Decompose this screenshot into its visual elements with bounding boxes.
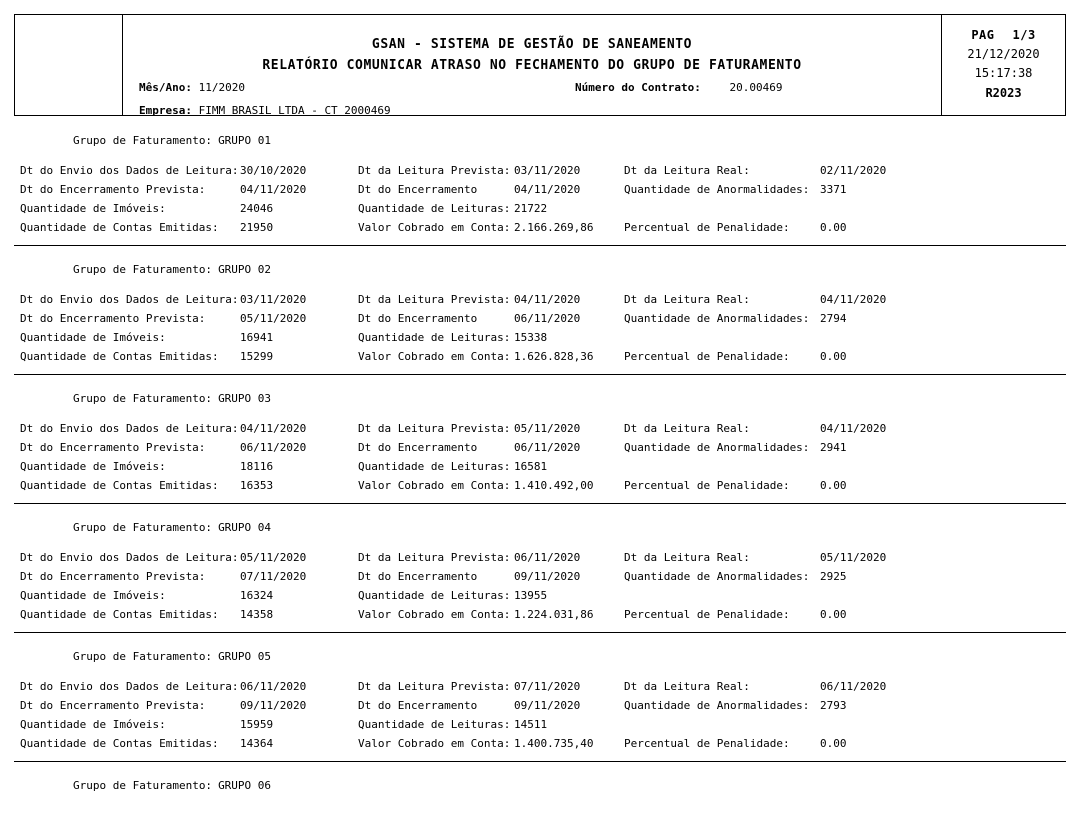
qtd-leituras-label: Quantidade de Leituras: [358, 460, 511, 473]
qtd-leituras-value: 21722 [514, 202, 548, 215]
qtd-anormalidades-label: Quantidade de Anormalidades: [624, 699, 810, 712]
group-row [14, 422, 1066, 441]
encerramento-value: 09/11/2020 [514, 570, 581, 583]
qtd-anormalidades-value: 2925 [820, 570, 847, 583]
group-row [14, 221, 1066, 240]
header-meta [941, 15, 1065, 115]
leitura-prevista-value: 04/11/2020 [514, 293, 581, 306]
percentual-penalidade-label: Percentual de Penalidade: [624, 608, 790, 621]
group-row [14, 479, 1066, 498]
page-indicator [942, 28, 1065, 42]
group-row [14, 699, 1066, 718]
percentual-penalidade-value: 0.00 [820, 737, 847, 750]
envio-dados-leitura-value: 04/11/2020 [240, 422, 307, 435]
percentual-penalidade-label: Percentual de Penalidade: [624, 479, 790, 492]
group-title [14, 637, 1066, 676]
group-title [14, 508, 1066, 547]
group-row [14, 202, 1066, 221]
leitura-real-value: 06/11/2020 [820, 680, 887, 693]
page-number: 1/3 [1012, 28, 1036, 42]
group-block [14, 632, 1066, 761]
valor-cobrado-value: 1.224.031,86 [514, 608, 594, 621]
qtd-imoveis-label: Quantidade de Imóveis: [20, 718, 166, 731]
qtd-leituras-label: Quantidade de Leituras: [358, 202, 511, 215]
page-label: PAG [971, 28, 995, 42]
percentual-penalidade-label: Percentual de Penalidade: [624, 737, 790, 750]
qtd-anormalidades-value: 2941 [820, 441, 847, 454]
valor-cobrado-label: Valor Cobrado em Conta: [358, 221, 511, 234]
encerramento-label: Dt do Encerramento [358, 441, 478, 454]
leitura-prevista-label: Dt da Leitura Prevista: [358, 680, 511, 693]
report-code: R2023 [985, 86, 1022, 100]
leitura-prevista-value: 06/11/2020 [514, 551, 581, 564]
qtd-contas-emitidas-value: 21950 [240, 221, 274, 234]
percentual-penalidade-value: 0.00 [820, 608, 847, 621]
leitura-real-label: Dt da Leitura Real: [624, 164, 750, 177]
qtd-contas-emitidas-label: Quantidade de Contas Emitidas: [20, 608, 219, 621]
group-block [14, 245, 1066, 374]
leitura-prevista-label: Dt da Leitura Prevista: [358, 164, 511, 177]
report-header [14, 14, 1066, 116]
qtd-imoveis-value: 16941 [240, 331, 274, 344]
group-label: Grupo de Faturamento: [72, 650, 213, 663]
leitura-real-value: 04/11/2020 [820, 293, 887, 306]
qtd-contas-emitidas-label: Quantidade de Contas Emitidas: [20, 350, 219, 363]
empresa-field [139, 104, 391, 117]
group-label: Grupo de Faturamento: [72, 779, 213, 792]
percentual-penalidade-value: 0.00 [820, 350, 847, 363]
qtd-contas-emitidas-value: 16353 [240, 479, 274, 492]
leitura-prevista-value: 05/11/2020 [514, 422, 581, 435]
encerramento-prevista-label: Dt do Encerramento Prevista: [20, 570, 206, 583]
qtd-contas-emitidas-label: Quantidade de Contas Emitidas: [20, 737, 219, 750]
qtd-leituras-label: Quantidade de Leituras: [358, 718, 511, 731]
contrato-label: Número do Contrato: [575, 81, 701, 94]
valor-cobrado-value: 1.626.828,36 [514, 350, 594, 363]
empresa-label: Empresa: [139, 104, 192, 117]
percentual-penalidade-value: 0.00 [820, 221, 847, 234]
envio-dados-leitura-label: Dt do Envio dos Dados de Leitura: [20, 680, 239, 693]
group-name: GRUPO 05 [218, 650, 272, 663]
qtd-imoveis-value: 24046 [240, 202, 274, 215]
qtd-imoveis-label: Quantidade de Imóveis: [20, 331, 166, 344]
encerramento-prevista-value: 06/11/2020 [240, 441, 307, 454]
qtd-imoveis-label: Quantidade de Imóveis: [20, 589, 166, 602]
qtd-contas-emitidas-label: Quantidade de Contas Emitidas: [20, 221, 219, 234]
percentual-penalidade-value: 0.00 [820, 479, 847, 492]
group-row [14, 718, 1066, 737]
group-title [14, 379, 1066, 418]
encerramento-value: 09/11/2020 [514, 699, 581, 712]
group-title [14, 250, 1066, 289]
leitura-real-label: Dt da Leitura Real: [624, 551, 750, 564]
group-row [14, 312, 1066, 331]
qtd-anormalidades-label: Quantidade de Anormalidades: [624, 441, 810, 454]
encerramento-label: Dt do Encerramento [358, 183, 478, 196]
encerramento-value: 06/11/2020 [514, 312, 581, 325]
envio-dados-leitura-value: 06/11/2020 [240, 680, 307, 693]
encerramento-prevista-label: Dt do Encerramento Prevista: [20, 183, 206, 196]
group-block [14, 117, 1066, 245]
group-title [14, 766, 1066, 805]
mes-ano-value: 11/2020 [198, 81, 245, 94]
qtd-anormalidades-label: Quantidade de Anormalidades: [624, 312, 810, 325]
leitura-real-label: Dt da Leitura Real: [624, 680, 750, 693]
qtd-imoveis-value: 18116 [240, 460, 274, 473]
qtd-leituras-value: 15338 [514, 331, 548, 344]
report-time: 15:17:38 [974, 66, 1033, 80]
group-label: Grupo de Faturamento: [72, 263, 213, 276]
encerramento-label: Dt do Encerramento [358, 312, 478, 325]
encerramento-prevista-label: Dt do Encerramento Prevista: [20, 699, 206, 712]
group-block [14, 503, 1066, 632]
qtd-imoveis-label: Quantidade de Imóveis: [20, 202, 166, 215]
valor-cobrado-label: Valor Cobrado em Conta: [358, 479, 511, 492]
group-row [14, 350, 1066, 369]
group-row [14, 441, 1066, 460]
qtd-leituras-value: 14511 [514, 718, 548, 731]
encerramento-prevista-label: Dt do Encerramento Prevista: [20, 441, 206, 454]
mes-ano-field [139, 81, 245, 94]
encerramento-prevista-value: 05/11/2020 [240, 312, 307, 325]
encerramento-prevista-value: 07/11/2020 [240, 570, 307, 583]
envio-dados-leitura-label: Dt do Envio dos Dados de Leitura: [20, 551, 239, 564]
encerramento-value: 04/11/2020 [514, 183, 581, 196]
valor-cobrado-value: 1.410.492,00 [514, 479, 594, 492]
group-row [14, 589, 1066, 608]
qtd-leituras-value: 13955 [514, 589, 548, 602]
group-row [14, 460, 1066, 479]
qtd-imoveis-label: Quantidade de Imóveis: [20, 460, 166, 473]
encerramento-prevista-label: Dt do Encerramento Prevista: [20, 312, 206, 325]
header-logo-area [15, 15, 123, 115]
leitura-real-label: Dt da Leitura Real: [624, 422, 750, 435]
group-row [14, 608, 1066, 627]
empresa-value: FIMM BRASIL LTDA - CT 2000469 [198, 104, 391, 117]
group-row [14, 570, 1066, 589]
groups-list [14, 117, 1066, 814]
group-block [14, 761, 1066, 814]
qtd-contas-emitidas-value: 15299 [240, 350, 274, 363]
encerramento-prevista-value: 04/11/2020 [240, 183, 307, 196]
leitura-prevista-value: 07/11/2020 [514, 680, 581, 693]
group-row [14, 551, 1066, 570]
group-row [14, 293, 1066, 312]
group-block [14, 374, 1066, 503]
valor-cobrado-value: 1.400.735,40 [514, 737, 594, 750]
qtd-imoveis-value: 15959 [240, 718, 274, 731]
report-date: 21/12/2020 [967, 47, 1040, 61]
envio-dados-leitura-value: 03/11/2020 [240, 293, 307, 306]
encerramento-value: 06/11/2020 [514, 441, 581, 454]
leitura-real-value: 04/11/2020 [820, 422, 887, 435]
group-name: GRUPO 01 [218, 134, 272, 147]
encerramento-label: Dt do Encerramento [358, 699, 478, 712]
qtd-anormalidades-label: Quantidade de Anormalidades: [624, 183, 810, 196]
leitura-prevista-label: Dt da Leitura Prevista: [358, 293, 511, 306]
envio-dados-leitura-value: 05/11/2020 [240, 551, 307, 564]
valor-cobrado-value: 2.166.269,86 [514, 221, 594, 234]
leitura-real-value: 02/11/2020 [820, 164, 887, 177]
qtd-contas-emitidas-value: 14364 [240, 737, 274, 750]
group-row [14, 164, 1066, 183]
group-row [14, 680, 1066, 699]
envio-dados-leitura-label: Dt do Envio dos Dados de Leitura: [20, 164, 239, 177]
percentual-penalidade-label: Percentual de Penalidade: [624, 221, 790, 234]
group-name: GRUPO 02 [218, 263, 272, 276]
group-label: Grupo de Faturamento: [72, 134, 213, 147]
qtd-anormalidades-value: 3371 [820, 183, 847, 196]
group-name: GRUPO 03 [218, 392, 272, 405]
group-title [14, 121, 1066, 160]
leitura-prevista-label: Dt da Leitura Prevista: [358, 551, 511, 564]
qtd-leituras-value: 16581 [514, 460, 548, 473]
valor-cobrado-label: Valor Cobrado em Conta: [358, 737, 511, 750]
leitura-real-value: 05/11/2020 [820, 551, 887, 564]
group-label: Grupo de Faturamento: [72, 521, 213, 534]
qtd-contas-emitidas-value: 14358 [240, 608, 274, 621]
encerramento-prevista-value: 09/11/2020 [240, 699, 307, 712]
group-row [14, 737, 1066, 756]
report-title-line2: RELATÓRIO COMUNICAR ATRASO NO FECHAMENTO DO GRUPO DE FATURAMENTO [262, 58, 802, 73]
group-label: Grupo de Faturamento: [72, 392, 213, 405]
encerramento-label: Dt do Encerramento [358, 570, 478, 583]
percentual-penalidade-label: Percentual de Penalidade: [624, 350, 790, 363]
group-row [14, 331, 1066, 350]
leitura-prevista-value: 03/11/2020 [514, 164, 581, 177]
qtd-leituras-label: Quantidade de Leituras: [358, 331, 511, 344]
group-name: GRUPO 06 [218, 779, 272, 792]
group-row [14, 183, 1066, 202]
leitura-real-label: Dt da Leitura Real: [624, 293, 750, 306]
valor-cobrado-label: Valor Cobrado em Conta: [358, 608, 511, 621]
report-title-line1: GSAN - SISTEMA DE GESTÃO DE SANEAMENTO [371, 37, 693, 52]
group-name: GRUPO 04 [218, 521, 272, 534]
contrato-field [575, 81, 782, 94]
qtd-leituras-label: Quantidade de Leituras: [358, 589, 511, 602]
qtd-anormalidades-label: Quantidade de Anormalidades: [624, 570, 810, 583]
envio-dados-leitura-value: 30/10/2020 [240, 164, 307, 177]
envio-dados-leitura-label: Dt do Envio dos Dados de Leitura: [20, 293, 239, 306]
header-center [123, 15, 941, 115]
envio-dados-leitura-label: Dt do Envio dos Dados de Leitura: [20, 422, 239, 435]
qtd-imoveis-value: 16324 [240, 589, 274, 602]
leitura-prevista-label: Dt da Leitura Prevista: [358, 422, 511, 435]
mes-ano-label: Mês/Ano: [139, 81, 192, 94]
contrato-value: 20.00469 [729, 81, 783, 94]
valor-cobrado-label: Valor Cobrado em Conta: [358, 350, 511, 363]
qtd-anormalidades-value: 2794 [820, 312, 847, 325]
qtd-anormalidades-value: 2793 [820, 699, 847, 712]
qtd-contas-emitidas-label: Quantidade de Contas Emitidas: [20, 479, 219, 492]
